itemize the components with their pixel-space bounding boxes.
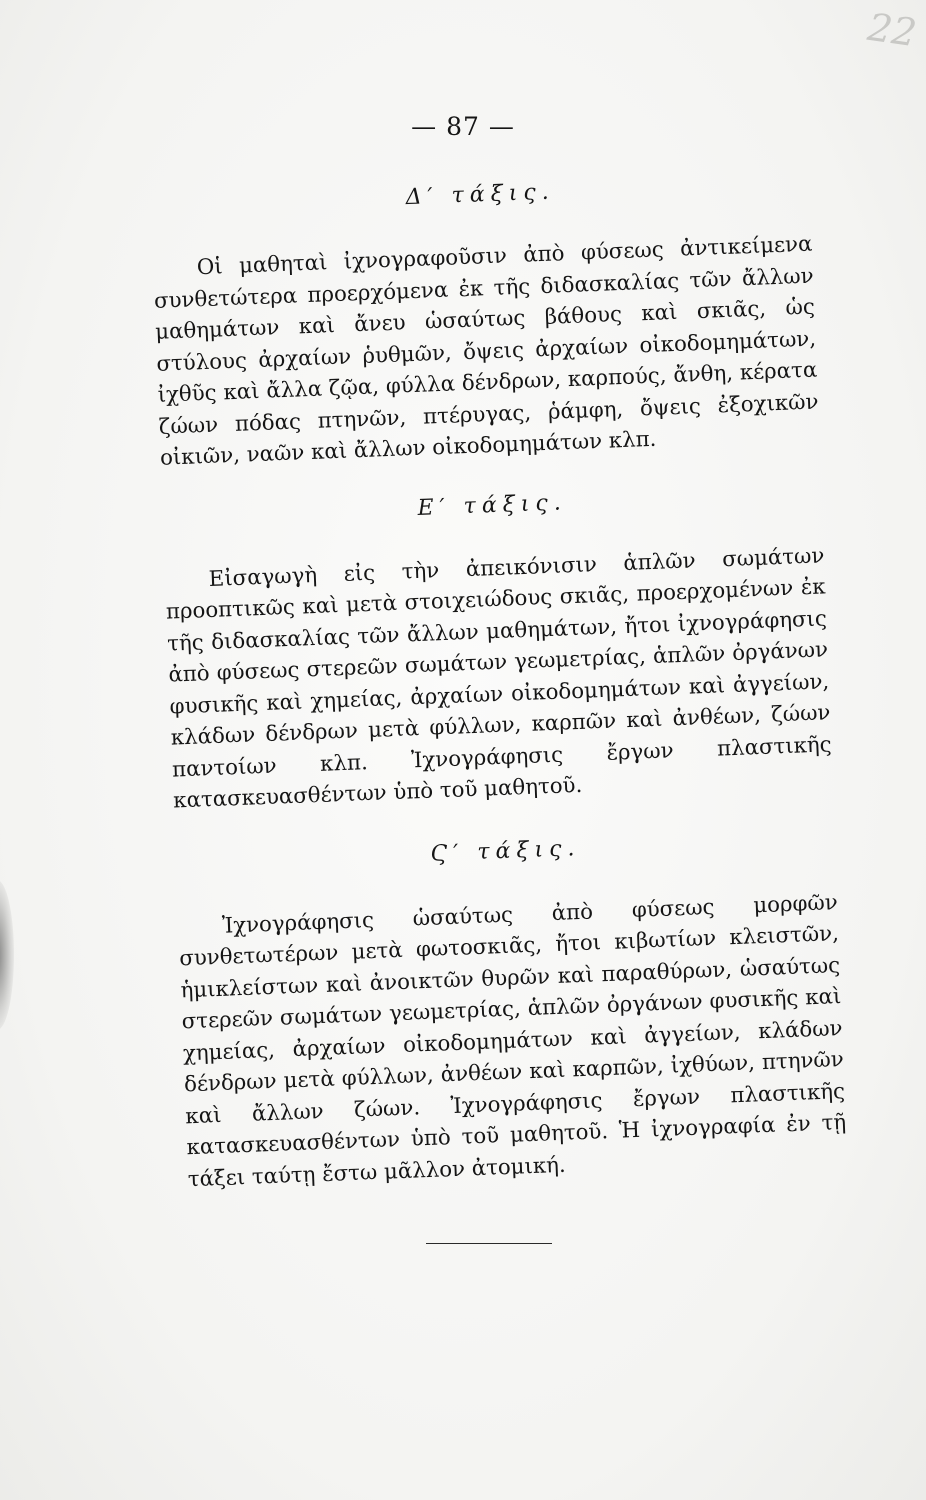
page-body [150,170,848,1196]
section-paragraph-s: Ἰχνογράφησις ὡσαύτως ἀπὸ φύσεως μορφῶν συνθετωτέρων μετὰ φωτοσκιᾶς, ἤτοι κιβωτίων κλειστῶν, ἡμικλείστων καὶ ἀνοικτῶν θυρῶν καὶ παραθύρων, ὡσαύτως στερεῶν σωμάτων γεωμετρίας, ἁπλῶν ὀργάνων φυσικῆς καὶ χημείας, ἀρχαίων οἰκοδομημάτων καὶ ἀγγείων, κλάδων δένδρων μετὰ φύλλων, ἀνθέων καὶ καρπῶν, ἰχθύων, πτηνῶν καὶ ἄλλων ζώων. Ἰχνογράφησις ἔργων πλαστικῆς κατασκευασθέντων ὑπὸ τοῦ μαθητοῦ. Ἡ ἰχνογραφία ἐν τῇ τάξει ταύτῃ ἔστω μᾶλλον ἀτομική. [178,889,847,1192]
section-heading-e: Ε′ τάξις. [417,489,568,521]
section-paragraph-e: Εἰσαγωγὴ εἰς τὴν ἀπεικόνισιν ἁπλῶν σωμάτων προοπτικῶς καὶ μετὰ στοιχειώδους σκιᾶς, προερχομένων ἐκ τῆς διδασκαλίας τῶν ἄλλων μαθημάτων, ἤτοι ἰχνογράφησις ἀπὸ φύσεως στερεῶν σωμάτων γεωμετρίας, ἁπλῶν ὀργάνων φυσικῆς καὶ χημείας, ἀρχαίων οἰκοδομημάτων καὶ ἀγγείων, κλάδων δένδρων μετὰ φύλλων, καρπῶν καὶ ἀνθέων, ζώων παντοίων κλπ. Ἰχνογράφησις ἔργων πλαστικῆς κατασκευασθέντων ὑπὸ τοῦ μαθητοῦ. [165,542,833,814]
end-rule [426,1243,552,1244]
corner-pencil-mark: 22 [864,4,919,56]
section-paragraph-d: Οἱ μαθηταὶ ἰχνογραφοῦσιν ἀπὸ φύσεως ἀντικείμενα συνθετώτερα προερχόμενα ἐκ τῆς διδασκαλίας τῶν ἄλλων μαθημάτων καὶ ἄνευ ὡσαύτως βάθους καὶ σκιᾶς, ὡς στύλους ἀρχαίων ῥυθμῶν, ὄψεις ἀρχαίων οἰκοδομημάτων, ἰχθῦς καὶ ἄλλα ζῷα, φύλλα δένδρων, καρπούς, ἄνθη, κέρατα ζώων πόδας πτηνῶν, πτέρυγας, ῥάμφη, ὄψεις ἐξοχικῶν οἰκιῶν, ναῶν καὶ ἄλλων οἰκοδομημάτων κλπ. [153,231,819,471]
section-heading-s: Ϛ′ τάξις. [430,835,581,867]
binding-shadow [0,880,14,1030]
page-number: — 87 — [411,112,515,141]
section-heading-d: Δ′ τάξις. [405,179,556,211]
